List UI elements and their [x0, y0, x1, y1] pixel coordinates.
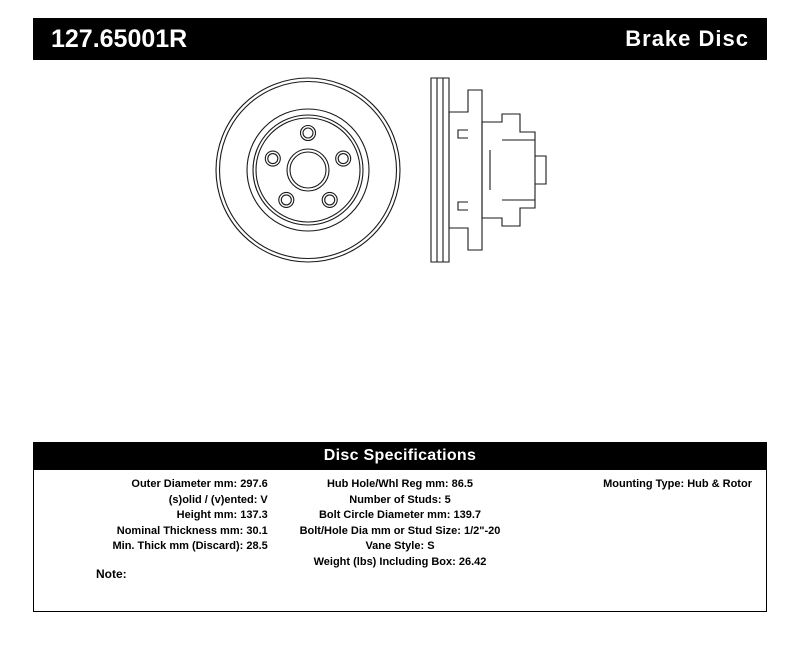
note-label: Note: — [96, 567, 127, 581]
stud-hole-inner — [268, 154, 278, 164]
rotor-outer-circle-inner — [220, 82, 397, 259]
stud-hole-inner — [338, 154, 348, 164]
spec-item: Vane Style: S — [365, 540, 435, 552]
page-title: Brake Disc — [625, 26, 749, 51]
part-number: 127.65001R — [51, 24, 188, 53]
spec-column-right — [522, 477, 766, 570]
stud-profile-upper — [458, 130, 468, 138]
hub-nose — [535, 156, 546, 184]
stud-profile-lower — [458, 202, 468, 210]
rotor-center-bore — [287, 149, 329, 191]
rotor-hat-circle-2 — [256, 118, 360, 222]
spec-item: Nominal Thickness mm: 30.1 — [116, 524, 268, 537]
spec-item: Hub Hole/Whl Reg mm: 86.5 — [326, 478, 474, 490]
hat-section-outline — [449, 90, 482, 250]
rotor-center-bore-inner — [290, 152, 326, 188]
spec-item: Bolt/Hole Dia mm or Stud Size: 1/2"-20 — [299, 524, 501, 537]
spec-item: Min. Thick mm (Discard): 28.5 — [112, 540, 268, 552]
spec-section-title: Disc Specifications — [34, 443, 766, 470]
spec-item: Weight (lbs) Including Box: 26.42 — [313, 555, 487, 568]
spec-item: Height mm: 137.3 — [176, 509, 268, 521]
rotor-hat-circle — [253, 115, 363, 225]
spec-item: Number of Studs: 5 — [349, 493, 451, 506]
spec-columns — [34, 470, 766, 570]
stud-hole-inner — [325, 195, 335, 205]
disc-specifications-panel — [33, 442, 767, 612]
spec-column-middle — [278, 477, 522, 570]
spec-item: Mounting Type: Hub & Rotor — [603, 478, 752, 490]
stud-hole-inner — [303, 128, 313, 138]
spec-column-left — [34, 477, 278, 570]
spec-item: (s)olid / (v)ented: V — [168, 493, 268, 506]
rotor-outer-circle — [216, 78, 400, 262]
header-bar — [33, 18, 767, 60]
stud-hole-inner — [281, 195, 291, 205]
product-drawing — [33, 70, 767, 420]
spec-item: Outer Diameter mm: 297.6 — [131, 478, 268, 490]
rotor-friction-ring-edge — [247, 109, 369, 231]
spec-item: Bolt Circle Diameter mm: 139.7 — [318, 509, 481, 521]
brake-rotor-illustration — [190, 70, 610, 270]
disc-section-outline — [431, 78, 449, 262]
